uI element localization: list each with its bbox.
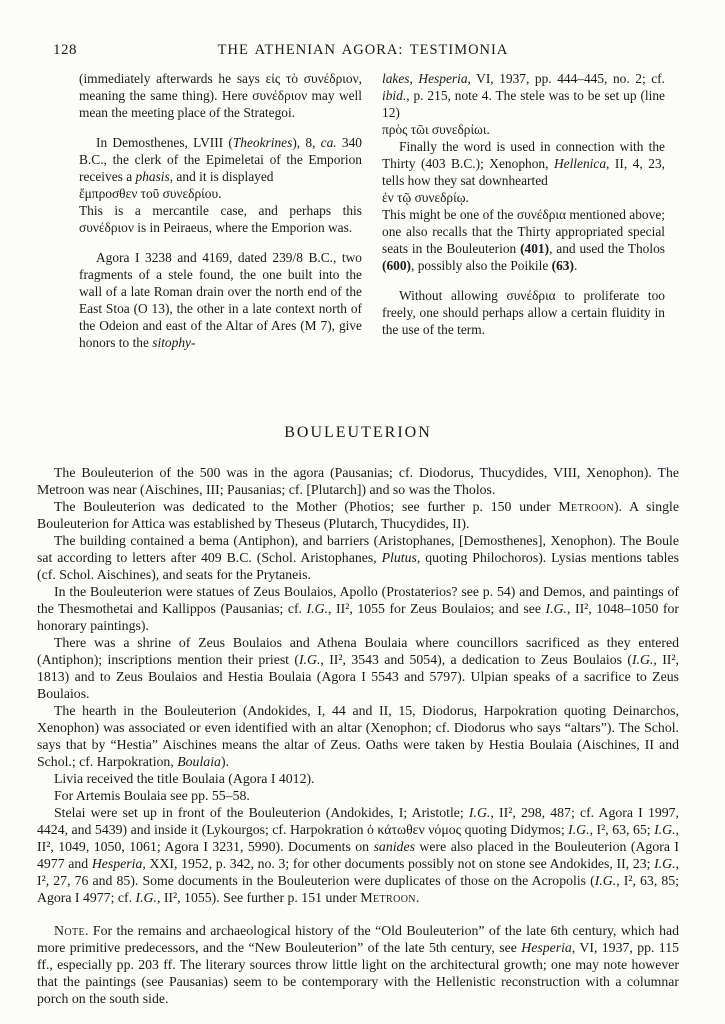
paragraph: The Bouleuterion of the 500 was in the agora (Pausanias; cf. Diodorus, Thucydides, VIII, Xenophon). The Metroon was near (Aischines, III; Pausanias; cf. [Plutarch]) and so was the Tholos. (37, 465, 679, 497)
paragraph: This might be one of the συνέδρια mentioned above; one also recalls that the Thirty appropriated special seats in the Bouleuterion (401), and used the Tholos (600), possibly also the Poikile (63). (382, 207, 665, 273)
synedrion-commentary (79, 70, 665, 351)
paragraph: lakes, Hesperia, VI, 1937, pp. 444–445, no. 2; cf. ibid., p. 215, note 4. The stele was to be set up (line 12) (382, 71, 665, 120)
section-heading-bouleuterion: BOULEUTERION (284, 424, 432, 441)
paragraph: In Demosthenes, LVIII (Theokrines), 8, ca. 340 B.C., the clerk of the Epimeletai of the Emporion receives a phasis, and it is displayed (79, 135, 362, 184)
paragraph: Finally the word is used in connection with the Thirty (403 B.C.); Xenophon, Hellenica, II, 4, 23, tells how they sat downhearted (382, 139, 665, 188)
paragraph: There was a shrine of Zeus Boulaios and Athena Boulaia where councillors sacrificed as they entered (Antiphon); inscriptions mention their priest (I.G., II², 3543 and 5054), a dedication to Zeus Boulaios (I.G., II², 1813) and to Zeus Boulaios and Hestia Boulaia (Agora I 5543 and 5797). Ulpian speaks of a sacrifice to Zeus Boulaios. (37, 635, 679, 701)
paragraph: This is a mercantile case, and perhaps this συνέδριον is in Peiraeus, where the Emporion was. (79, 203, 362, 235)
greek-quotation: πρὸς τῶι συνεδρίωι. (382, 122, 490, 137)
left-column (79, 70, 362, 351)
right-column (382, 70, 665, 351)
paragraph: Agora I 3238 and 4169, dated 239/8 B.C., two fragments of a stele found, the one built into the wall of a late Roman drain over the north end of the East Stoa (O 13), the other in a late context north of the Odeion and east of the Altar of Ares (M 7), give honors to the sitophy- (79, 250, 362, 350)
greek-quotation: ἐν τῷ συνεδρίῳ. (382, 190, 469, 205)
paragraph: (immediately afterwards he says εἰς τὸ συνέδριον, meaning the same thing). Here συνέδριον may well mean the meeting place of the Strategoi. (79, 71, 362, 120)
running-title: THE ATHENIAN AGORA: TESTIMONIA (217, 42, 509, 58)
paragraph: Without allowing συνέδρια to proliferate too freely, one should perhaps allow a certain fluidity in the use of the term. (382, 288, 665, 337)
greek-quotation: ἔμπροσθεν τοῦ συνεδρίου. (79, 186, 222, 201)
paragraph: The Bouleuterion was dedicated to the Mother (Photios; see further p. 150 under Metroon). A single Bouleuterion for Attica was established by Theseus (Plutarch, Thucydides, II). (37, 499, 679, 531)
bouleuterion-section (37, 424, 679, 1007)
paragraph: Stelai were set up in front of the Bouleuterion (Andokides, I; Aristotle; I.G., II², 298, 487; cf. Agora I 1997, 4424, and 5439) and inside it (Lykourgos; cf. Harpokration ὁ κάτωθεν νόμος quoting Didymos; I.G., I², 63, 65; I.G., II², 1049, 1050, 1061; Agora I 3231, 5990). Documents on sanides were also placed in the Bouleuterion (Agora I 4977 and Hesperia, XXI, 1952, p. 342, no. 3; for other documents possibly not on stone see Andokides, II, 23; I.G., I², 27, 76 and 85). Some documents in the Bouleuterion were duplicates of those on the Acropolis (I.G., I², 63, 85; Agora I 4977; cf. I.G., II², 1055). See further p. 151 under Metroon. (37, 805, 680, 905)
page-number: 128 (53, 42, 77, 58)
page-header (53, 42, 673, 62)
paragraph: In the Bouleuterion were statues of Zeus Boulaios, Apollo (Prostaterios? see p. 54) and Demos, and paintings of the Thesmothetai and Kallippos (Pausanias; cf. I.G., II², 1055 for Zeus Boulaios; and see I.G., II², 1048–1050 for honorary paintings). (37, 584, 680, 633)
paragraph: Livia received the title Boulaia (Agora I 4012). (54, 771, 315, 786)
paragraph: The building contained a bema (Antiphon), and barriers (Aristophanes, [Demosthenes], Xenophon). The Boule sat according to letters after 409 B.C. (Schol. Aristophanes, Plutus, quoting Philochoros). Lysias mentions tables (cf. Schol. Aischines), and seats for the Prytaneis. (37, 533, 679, 582)
paragraph: The hearth in the Bouleuterion (Andokides, I, 44 and II, 15, Diodorus, Harpokration quoting Deinarchos, Xenophon) was associated or even identified with an altar (Xenophon; cf. Diodorus who says “altars”). The Schol. says that by “Hestia” Aischines means the altar of Zeus. Oaths were taken by Hestia Boulaia (Aischines, II and Schol.; cf. Harpokration, Boulaia). (37, 703, 679, 769)
paragraph: For Artemis Boulaia see pp. 55–58. (54, 788, 250, 803)
note-paragraph: Note. For the remains and archaeological history of the “Old Bouleuterion” of the late 6th century, which had more primitive predecessors, and the “New Bouleuterion” of the late 5th century, see Hesperia, VI, 1937, pp. 115 ff., especially pp. 203 ff. The literary sources throw little light on the architectural growth; one may note however that the paintings (see Pausanias) seem to be contemporary with the Hellenistic reconstruction with a columnar porch on the south side. (37, 923, 679, 1006)
